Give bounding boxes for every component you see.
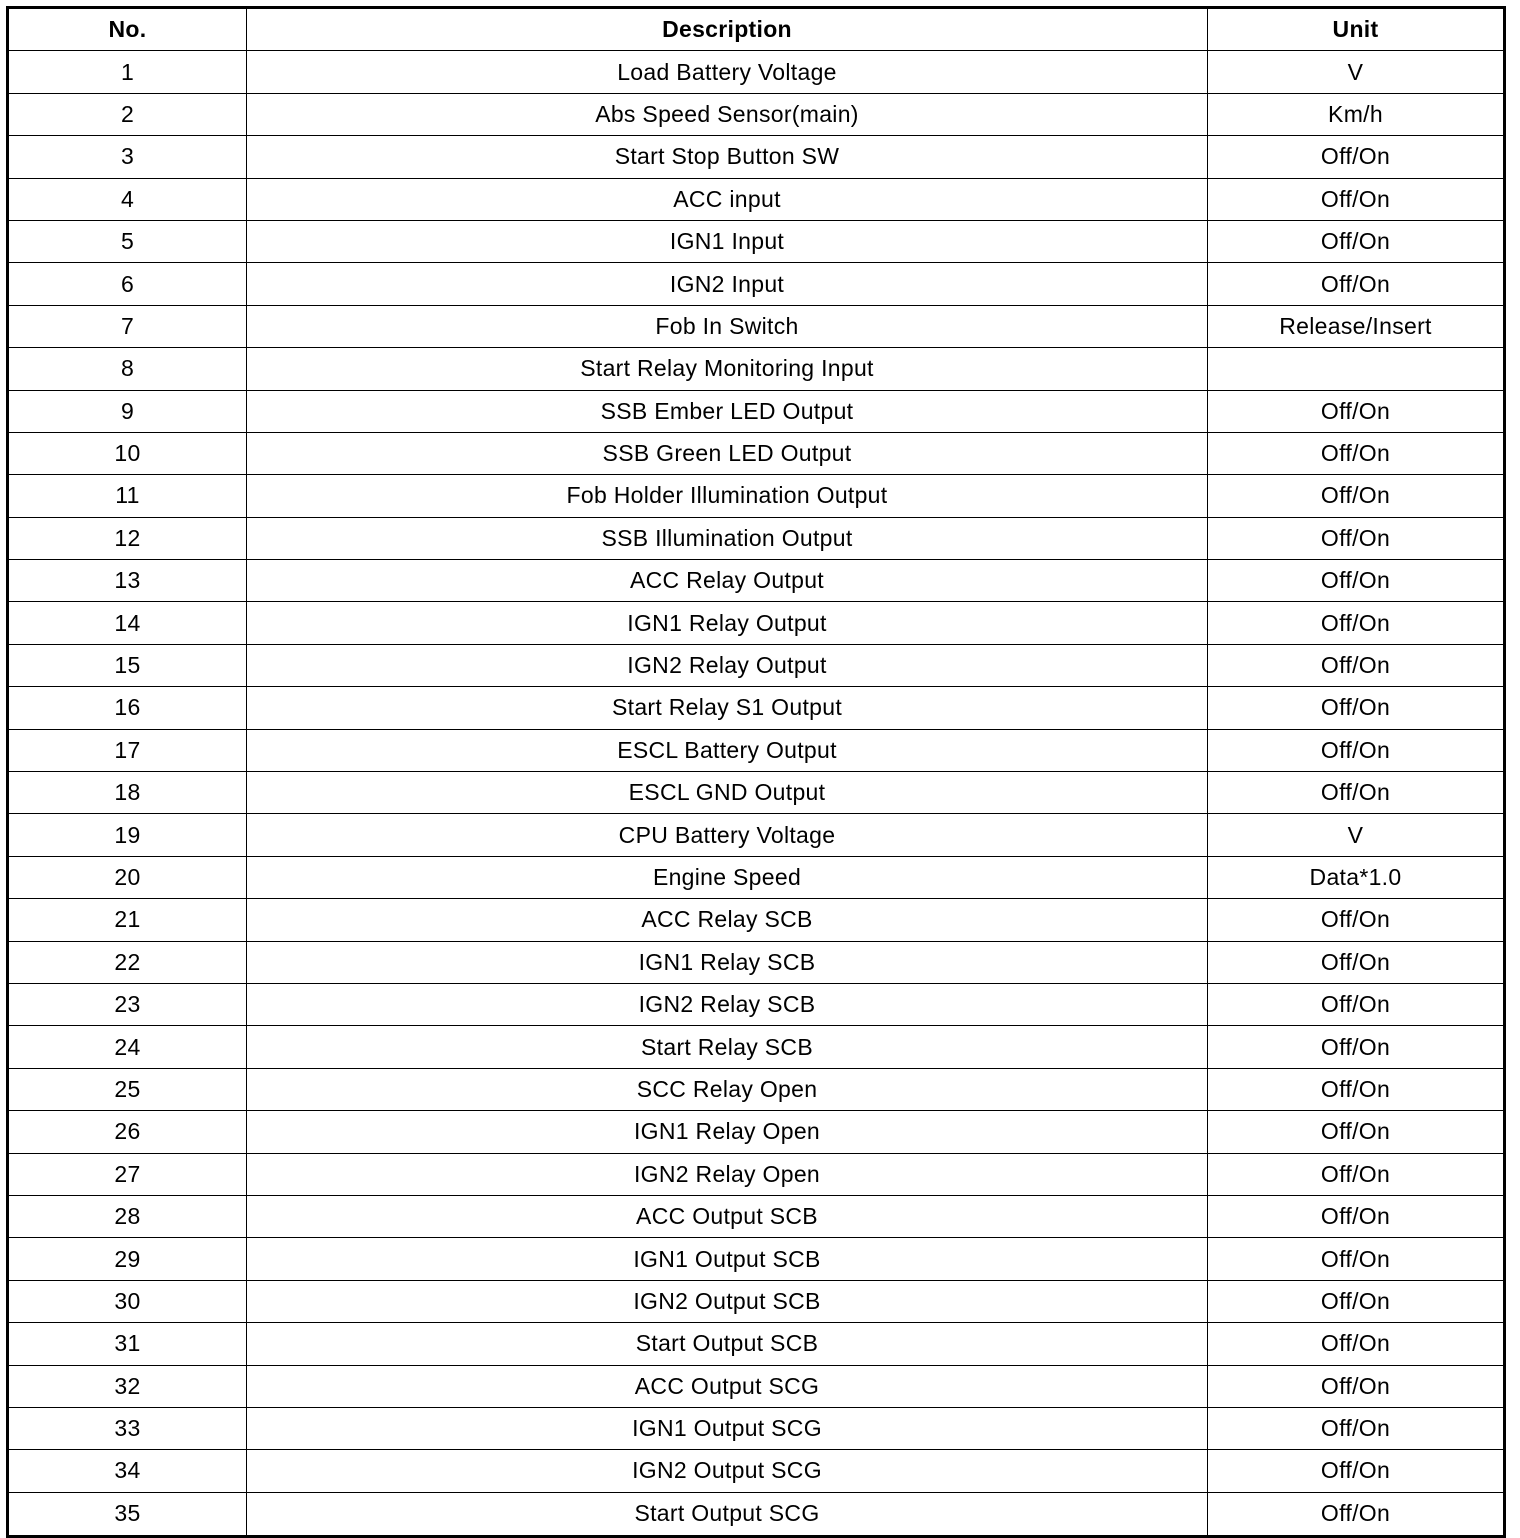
table-row (9, 1154, 1503, 1196)
table-row (9, 1323, 1503, 1365)
cell-unit: Off/On (1320, 143, 1391, 170)
cell-no: 16 (9, 687, 247, 728)
cell-unit: Off/On (1320, 694, 1391, 721)
cell-unit: Off/On (1320, 1330, 1391, 1357)
cell-unit: Off/On (1320, 185, 1391, 212)
cell-unit: Off/On (1320, 1160, 1391, 1187)
table-row (9, 1238, 1503, 1280)
cell-no: 13 (9, 560, 247, 601)
cell-no: 32 (9, 1366, 247, 1407)
header-description: Description (247, 9, 1208, 50)
cell-unit: Off/On (1320, 397, 1391, 424)
cell-unit: Off/On (1320, 228, 1391, 255)
cell-unit: V (1347, 821, 1364, 848)
cell-description: ACC Output SCG (247, 1366, 1208, 1407)
cell-unit: Off/On (1320, 482, 1391, 509)
cell-unit: Off/On (1320, 1500, 1391, 1527)
cell-description: IGN1 Relay SCB (247, 942, 1208, 983)
table-row (9, 136, 1503, 178)
cell-unit: Off/On (1320, 1118, 1391, 1145)
cell-description: IGN1 Relay Open (247, 1111, 1208, 1152)
cell-description: Start Relay S1 Output (247, 687, 1208, 728)
cell-description: ACC input (247, 179, 1208, 220)
table-row (9, 1069, 1503, 1111)
cell-description: Abs Speed Sensor(main) (247, 94, 1208, 135)
cell-unit: Off/On (1320, 652, 1391, 679)
cell-unit: Off/On (1320, 609, 1391, 636)
cell-description: CPU Battery Voltage (247, 814, 1208, 855)
cell-description: Engine Speed (247, 857, 1208, 898)
cell-no: 9 (9, 391, 247, 432)
table-row (9, 94, 1503, 136)
table-row (9, 602, 1503, 644)
cell-no: 15 (9, 645, 247, 686)
cell-description: Start Output SCG (247, 1493, 1208, 1535)
table-row (9, 899, 1503, 941)
cell-no: 23 (9, 984, 247, 1025)
table-row (9, 942, 1503, 984)
cell-no: 25 (9, 1069, 247, 1110)
header-unit: Unit (1332, 16, 1379, 43)
cell-unit: Off/On (1320, 779, 1391, 806)
cell-no: 11 (9, 475, 247, 516)
table-row (9, 730, 1503, 772)
table-row (9, 433, 1503, 475)
cell-description: Start Stop Button SW (247, 136, 1208, 177)
table-row (9, 51, 1503, 93)
cell-unit: Off/On (1320, 1457, 1391, 1484)
table-row (9, 348, 1503, 390)
cell-no: 12 (9, 518, 247, 559)
table-row (9, 518, 1503, 560)
cell-description: IGN1 Output SCB (247, 1238, 1208, 1279)
cell-unit: Off/On (1320, 567, 1391, 594)
cell-description: ESCL GND Output (247, 772, 1208, 813)
cell-unit: Km/h (1328, 100, 1383, 127)
table-row (9, 1450, 1503, 1492)
cell-unit (1208, 348, 1503, 389)
cell-unit: Off/On (1320, 1033, 1391, 1060)
table-row (9, 1111, 1503, 1153)
cell-description: Start Relay Monitoring Input (247, 348, 1208, 389)
cell-no: 10 (9, 433, 247, 474)
table-row (9, 772, 1503, 814)
cell-description: Fob In Switch (247, 306, 1208, 347)
cell-unit: Off/On (1320, 1245, 1391, 1272)
cell-description: IGN1 Input (247, 221, 1208, 262)
cell-unit: Off/On (1320, 524, 1391, 551)
cell-unit: Off/On (1320, 1415, 1391, 1442)
table-row (9, 306, 1503, 348)
cell-unit: Off/On (1320, 991, 1391, 1018)
data-table (6, 6, 1506, 1538)
cell-unit: Off/On (1320, 948, 1391, 975)
table-row (9, 391, 1503, 433)
cell-description: IGN2 Input (247, 263, 1208, 304)
cell-description: IGN2 Output SCG (247, 1450, 1208, 1491)
cell-no: 7 (9, 306, 247, 347)
cell-no: 30 (9, 1281, 247, 1322)
cell-no: 33 (9, 1408, 247, 1449)
cell-no: 1 (9, 51, 247, 92)
cell-no: 18 (9, 772, 247, 813)
cell-unit: Release/Insert (1279, 312, 1432, 339)
cell-unit: Off/On (1320, 1287, 1391, 1314)
cell-description: ACC Relay SCB (247, 899, 1208, 940)
cell-description: ACC Output SCB (247, 1196, 1208, 1237)
cell-description: IGN2 Relay Output (247, 645, 1208, 686)
cell-unit: Off/On (1320, 270, 1391, 297)
cell-description: IGN1 Output SCG (247, 1408, 1208, 1449)
table-row (9, 1281, 1503, 1323)
cell-no: 4 (9, 179, 247, 220)
table-row (9, 263, 1503, 305)
table-row (9, 560, 1503, 602)
cell-description: Fob Holder Illumination Output (247, 475, 1208, 516)
cell-description: SSB Ember LED Output (247, 391, 1208, 432)
cell-no: 20 (9, 857, 247, 898)
cell-no: 17 (9, 730, 247, 771)
table-row (9, 221, 1503, 263)
cell-no: 26 (9, 1111, 247, 1152)
cell-unit: Off/On (1320, 1075, 1391, 1102)
cell-description: Start Output SCB (247, 1323, 1208, 1364)
cell-description: Start Relay SCB (247, 1026, 1208, 1067)
cell-no: 5 (9, 221, 247, 262)
cell-description: IGN2 Relay Open (247, 1154, 1208, 1195)
cell-no: 34 (9, 1450, 247, 1491)
cell-description: SSB Green LED Output (247, 433, 1208, 474)
cell-description: IGN1 Relay Output (247, 602, 1208, 643)
cell-description: Load Battery Voltage (247, 51, 1208, 92)
cell-description: ACC Relay Output (247, 560, 1208, 601)
table-row (9, 984, 1503, 1026)
cell-description: SCC Relay Open (247, 1069, 1208, 1110)
cell-description: ESCL Battery Output (247, 730, 1208, 771)
cell-description: IGN2 Output SCB (247, 1281, 1208, 1322)
table-row (9, 1493, 1503, 1535)
cell-unit: Off/On (1320, 1203, 1391, 1230)
cell-unit: Off/On (1320, 906, 1391, 933)
cell-description: SSB Illumination Output (247, 518, 1208, 559)
cell-no: 19 (9, 814, 247, 855)
table-row (9, 645, 1503, 687)
cell-no: 8 (9, 348, 247, 389)
cell-unit: Data*1.0 (1309, 864, 1402, 890)
table-header-row (9, 9, 1503, 51)
cell-unit: Off/On (1320, 440, 1391, 467)
table-row (9, 814, 1503, 856)
cell-no: 21 (9, 899, 247, 940)
cell-no: 6 (9, 263, 247, 304)
table-row (9, 687, 1503, 729)
cell-no: 2 (9, 94, 247, 135)
cell-no: 14 (9, 602, 247, 643)
table-row (9, 475, 1503, 517)
cell-unit: V (1347, 58, 1364, 85)
cell-description: IGN2 Relay SCB (247, 984, 1208, 1025)
cell-unit: Off/On (1320, 736, 1391, 763)
header-no: No. (9, 9, 247, 50)
cell-no: 3 (9, 136, 247, 177)
cell-no: 29 (9, 1238, 247, 1279)
table-row (9, 1026, 1503, 1068)
cell-no: 24 (9, 1026, 247, 1067)
table-row (9, 857, 1503, 899)
cell-no: 31 (9, 1323, 247, 1364)
cell-no: 28 (9, 1196, 247, 1237)
table-row (9, 1366, 1503, 1408)
table-row (9, 1196, 1503, 1238)
cell-no: 35 (9, 1493, 247, 1535)
cell-unit: Off/On (1320, 1372, 1391, 1399)
cell-no: 27 (9, 1154, 247, 1195)
table-row (9, 1408, 1503, 1450)
table-row (9, 179, 1503, 221)
cell-no: 22 (9, 942, 247, 983)
